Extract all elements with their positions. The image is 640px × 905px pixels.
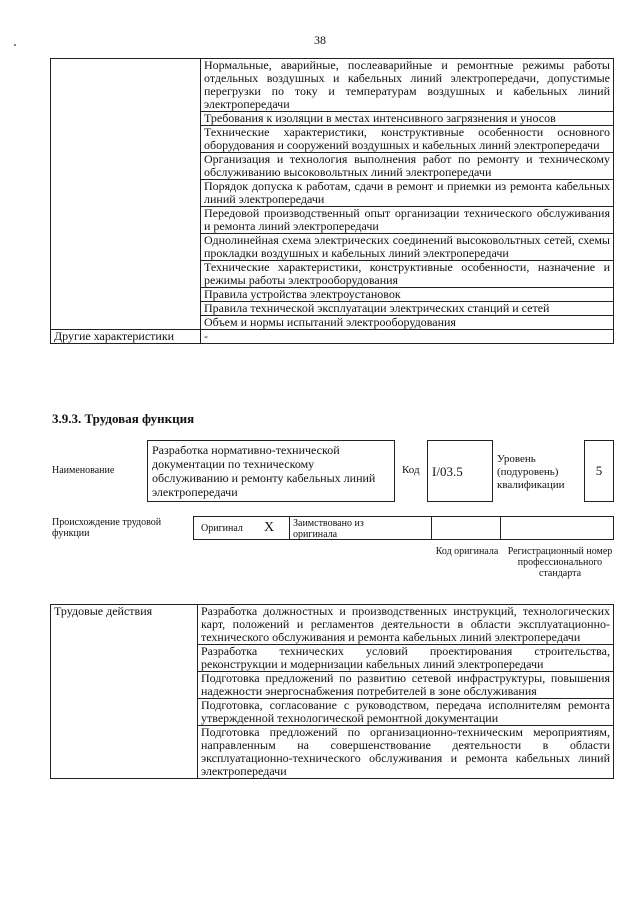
table-row (51, 59, 614, 112)
table-cell: Порядок допуска к работам, сдачи в ремонт и приемки из ремонта кабельных линий электропередачи (201, 180, 614, 207)
table-cell: Подготовка, согласование с руководством, передача исполнителям ремонта утвержденной технологической ремонтной документации (198, 699, 614, 726)
function-name-box: Разработка нормативно-технической документации по техническому обслуживанию и ремонту кабельных линий электропередачи (147, 440, 395, 502)
scan-speck (14, 44, 16, 46)
table-cell: Подготовка предложений по организационно-техническим мероприятиям, направленным на совершенствование деятельности в области эксплуатационно-технического обслуживания и ремонта кабельных линий электропередачи (198, 726, 614, 779)
name-label: Наименование (52, 465, 115, 476)
table-cell: Однолинейная схема электрических соединений высоковольтных сетей, схемы прокладки воздушных и кабельных линий электропередачи (201, 234, 614, 261)
work-actions-table (50, 604, 614, 779)
table-cell: Нормальные, аварийные, послеаварийные и ремонтные режимы работы отдельных воздушных и кабельных линий электропередачи, допустимые перегрузки по току и температурам воздушных и кабельных линий электропередачи (201, 59, 614, 112)
function-code-box: I/03.5 (427, 440, 493, 502)
table-cell: Организация и технология выполнения работ по ремонту и техническому обслуживанию высоковольтных линий электропередачи (201, 153, 614, 180)
other-characteristics-label: Другие характеристики (51, 330, 201, 344)
other-characteristics-value: - (201, 330, 614, 344)
reg-caption: Регистрационный номер профессионального стандарта (507, 546, 613, 579)
table-row (51, 605, 614, 645)
row-label-empty (51, 59, 201, 330)
original-label: Оригинал (201, 523, 243, 534)
table-row (51, 645, 614, 672)
table-row (51, 726, 614, 779)
table-row (51, 672, 614, 699)
table-cell: Объем и нормы испытаний электрооборудования (201, 316, 614, 330)
table-row (51, 330, 614, 344)
row-label-empty (51, 726, 198, 779)
origin-reg-cell (500, 516, 614, 540)
work-actions-label: Трудовые действия (51, 605, 198, 645)
table-cell: Правила технической эксплуатации электрических станций и сетей (201, 302, 614, 316)
table-cell: Технические характеристики, конструктивные особенности основного оборудования и сооружений воздушных и кабельных линий электропередачи (201, 126, 614, 153)
table-cell: Передовой производственный опыт организации технического обслуживания и ремонта линий электропередачи (201, 207, 614, 234)
table-cell: Технические характеристики, конструктивные особенности, назначение и режимы работы электрооборудования (201, 261, 614, 288)
origin-borrowed-cell (289, 516, 432, 540)
origin-code-cell (431, 516, 501, 540)
knowledge-table (50, 58, 614, 344)
table-cell: Подготовка предложений по развитию сетевой инфраструктуры, повышения надежности энергоснабжения потребителей в зоне обслуживания (198, 672, 614, 699)
origin-row (193, 516, 614, 540)
table-cell: Правила устройства электроустановок (201, 288, 614, 302)
level-label: Уровень (подуровень) квалификации (497, 453, 565, 491)
code-caption: Код оригинала (435, 546, 499, 557)
table-cell: Разработка должностных и производственных инструкций, технологических карт, положений и регламентов деятельности в области эксплуатационно-технического обслуживания и ремонта кабельных линий электропередачи (198, 605, 614, 645)
origin-label: Происхождение трудовой функции (52, 517, 162, 539)
row-label-empty (51, 672, 198, 699)
table-cell: Разработка технических условий проектирования строительства, реконструкции и модернизации кабельных линий электропередачи (198, 645, 614, 672)
row-label-empty (51, 699, 198, 726)
level-box: 5 (584, 440, 614, 502)
row-label-empty (51, 645, 198, 672)
section-title: 3.9.3. Трудовая функция (52, 411, 195, 426)
original-mark: X (264, 520, 275, 535)
origin-original-cell (193, 516, 290, 540)
code-label: Код (402, 464, 420, 476)
table-cell: Требования к изоляции в местах интенсивного загрязнения и уносов (201, 112, 614, 126)
borrowed-label: Заимствовано из оригинала (293, 518, 364, 540)
page-number: 38 (314, 33, 326, 47)
table-row (51, 699, 614, 726)
